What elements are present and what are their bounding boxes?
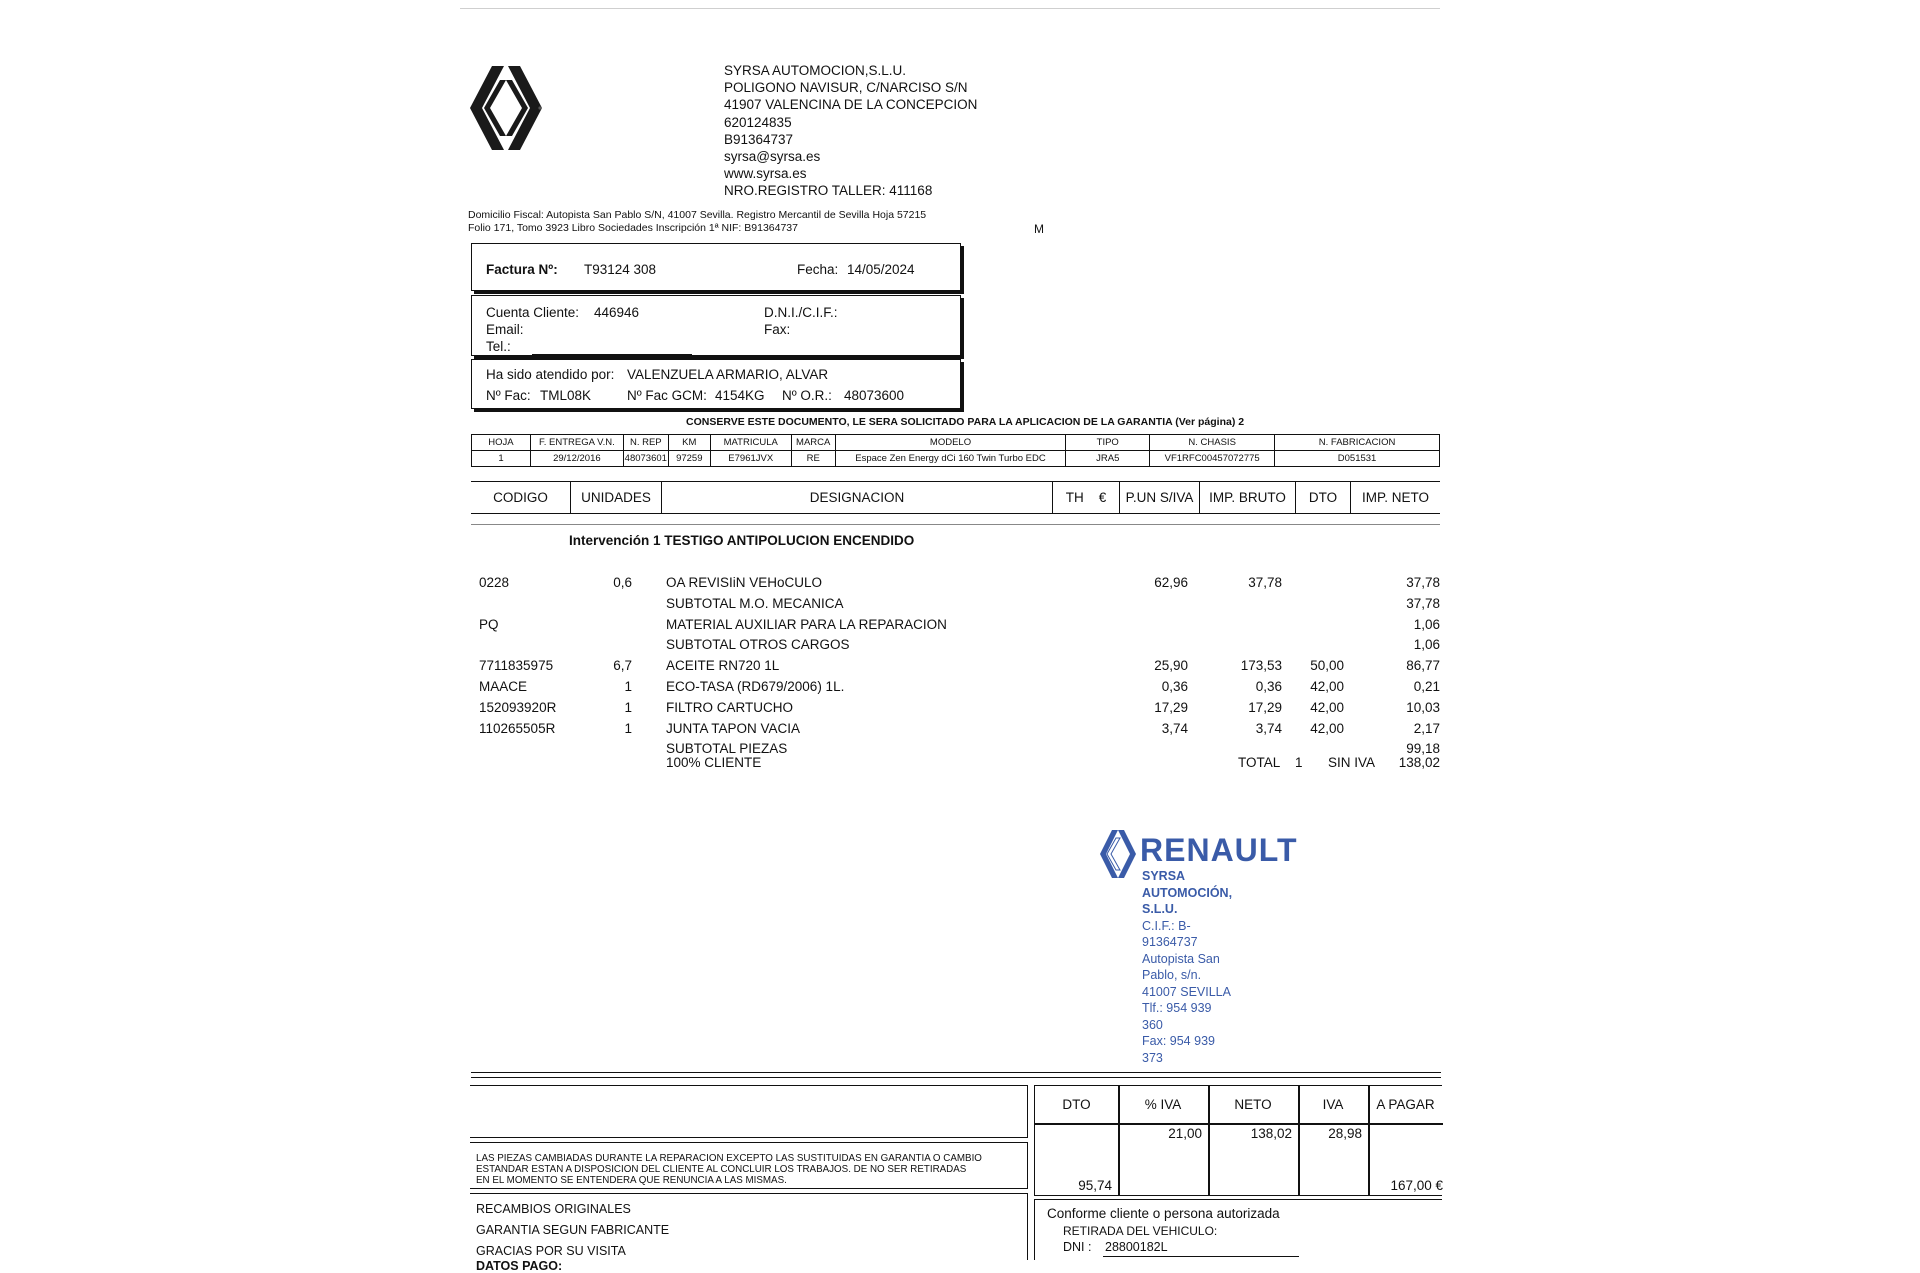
fiscal-line-2: Folio 171, Tomo 3923 Libro Sociedades Inscripción 1ª NIF: B91364737 (468, 222, 798, 234)
line-pun: 3,74 (1161, 720, 1188, 736)
totals-iva-pct: 21,00 (1168, 1126, 1202, 1141)
pay-label: DATOS PAGO: (476, 1259, 563, 1273)
conforme-text: Conforme cliente o persona autorizada (1047, 1206, 1280, 1221)
line-units: 1 (624, 720, 632, 736)
notice-line: LAS PIEZAS CAMBIADAS DURANTE LA REPARACION EXCEPTO LAS SUSTITUIDAS EN GARANTIA O CAMBIO (476, 1153, 982, 1164)
line-pun: 25,90 (1154, 658, 1188, 674)
company-phone: 620124835 (724, 114, 792, 130)
dni-label: DNI : (1063, 1240, 1092, 1254)
line-code: 0228 (479, 575, 510, 590)
line-bruto: 17,29 (1248, 699, 1282, 715)
fiscal-line-1: Domicilio Fiscal: Autopista San Pablo S/N, 41007 Sevilla. Registro Mercantil de Sevilla Hoja 57215 (468, 209, 927, 221)
line-neto: 10,03 (1406, 699, 1440, 715)
vehicle-table (471, 434, 1440, 467)
stamp-renault-icon (1098, 828, 1138, 880)
col-th-label: TH (1065, 490, 1084, 505)
totals-neto: 138,02 (1250, 1126, 1292, 1141)
line-item-row (0, 721, 1920, 741)
dni-underline (1103, 1256, 1299, 1257)
client-fax-label: Fax: (764, 322, 791, 337)
vehicle-value: 97259 (668, 451, 710, 467)
line-bruto: 37,78 (1248, 575, 1282, 590)
company-nif: B91364737 (724, 131, 794, 147)
client-line-desc: 100% CLIENTE (666, 755, 762, 770)
vehicle-header: TIPO (1066, 435, 1150, 451)
line-pun: 62,96 (1154, 575, 1188, 590)
invoice-number-box (471, 243, 961, 291)
line-code: 152093920R (479, 699, 557, 715)
totals-header-iva-pct: % IVA (1144, 1097, 1182, 1112)
line-item-row (0, 700, 1920, 720)
signature-box (1034, 1199, 1442, 1260)
col-th (1053, 482, 1120, 513)
vehicle-header: N. CHASIS (1150, 435, 1275, 451)
line-dto: 50,00 (1310, 658, 1344, 674)
stamp-text (1142, 868, 1232, 1066)
line-desc: ACEITE RN720 1L (666, 658, 780, 674)
vehicle-value: VF1RFC00457072775 (1150, 451, 1275, 467)
nfac-label: Nº Fac: (486, 388, 531, 403)
line-neto: 0,21 (1413, 679, 1440, 694)
line-neto: 37,78 (1406, 575, 1440, 590)
vehicle-value-row (472, 451, 1440, 467)
or-label: Nº O.R.: (782, 388, 832, 403)
totals-header-pagar: A PAGAR (1376, 1097, 1435, 1112)
totals-box (1034, 1085, 1442, 1196)
vehicle-header: MODELO (835, 435, 1066, 451)
retirada-text: RETIRADA DEL VEHICULO: (1063, 1224, 1218, 1238)
totals-pagar: 167,00 € (1390, 1178, 1443, 1193)
lines-column-header (471, 481, 1440, 514)
renault-logo-icon (470, 62, 542, 154)
nfac-value: TML08K (540, 388, 592, 403)
line-pun: 0,36 (1161, 679, 1188, 694)
total-siniva: 138,02 (1398, 755, 1440, 770)
stamp-line: C.I.F.: B-91364737 (1142, 918, 1198, 949)
line-units: 0,6 (613, 575, 632, 590)
line-bruto: 0,36 (1255, 679, 1282, 694)
company-name: SYRSA AUTOMOCION,S.L.U. (724, 63, 907, 78)
line-units: 6,7 (613, 658, 632, 674)
company-city: 41907 VALENCINA DE LA CONCEPCION (724, 97, 978, 113)
totals-header-rule (1035, 1123, 1443, 1125)
footer-rule (471, 1077, 1441, 1078)
dni-value: 28800182L (1105, 1240, 1168, 1254)
or-value: 48073600 (844, 388, 905, 403)
line-neto: 86,77 (1406, 658, 1440, 674)
total-count: 1 (1295, 755, 1303, 770)
col-pun: P.UN S/IVA (1120, 482, 1200, 513)
stamp-line: Autopista San Pablo, s/n. (1142, 951, 1220, 982)
vehicle-value: 48073601 (623, 451, 668, 467)
client-total-row (0, 755, 1920, 775)
vehicle-value: 29/12/2016 (530, 451, 623, 467)
company-address: POLIGONO NAVISUR, C/NARCISO S/N (724, 80, 968, 96)
col-euro-label: € (1098, 490, 1107, 505)
vehicle-header: HOJA (472, 435, 531, 451)
conserve-notice: CONSERVE ESTE DOCUMENTO, LE SERA SOLICITADO PARA LA APLICACION DE LA GARANTIA (Ver página) 2 (686, 416, 1245, 428)
line-code: 110265505R (479, 720, 556, 736)
col-bruto: IMP. BRUTO (1200, 482, 1296, 513)
vehicle-header-row (472, 435, 1440, 451)
line-bruto: 3,74 (1255, 720, 1282, 736)
siniva-label: SIN IVA (1328, 755, 1376, 770)
header-underline (471, 524, 1440, 525)
line-units: 1 (624, 679, 632, 694)
line-desc: JUNTA TAPON VACIA (666, 720, 801, 736)
footer-notice-box (470, 1142, 1028, 1189)
stamp-line: 41007 SEVILLA (1142, 984, 1231, 999)
notice-line: ESTANDAR ESTAN A DISPOSICION DEL CLIENTE AL CONCLUIR LOS TRABAJOS. DE NO SER RETIRADAS (476, 1164, 967, 1175)
vehicle-header: MATRICULA (710, 435, 791, 451)
vehicle-value: JRA5 (1066, 451, 1150, 467)
total-label: TOTAL (1238, 755, 1281, 770)
note-warranty: GARANTIA SEGUN FABRICANTE (476, 1223, 670, 1237)
company-email: syrsa@syrsa.es (724, 149, 821, 165)
company-registry: NRO.REGISTRO TALLER: 411168 (724, 183, 933, 199)
vehicle-value: D051531 (1275, 451, 1440, 467)
line-desc: MATERIAL AUXILIAR PARA LA REPARACION (666, 616, 947, 632)
totals-header-neto: NETO (1234, 1097, 1272, 1112)
line-item-row (0, 617, 1920, 637)
line-desc: SUBTOTAL PIEZAS (666, 741, 788, 757)
top-rule (460, 8, 1440, 9)
line-item-row (0, 679, 1920, 699)
notice-text (476, 1153, 982, 1186)
line-neto: 99,18 (1406, 741, 1440, 757)
line-desc: OA REVISIiN VEHoCULO (666, 575, 823, 590)
client-box (471, 295, 961, 356)
line-code: PQ (479, 616, 499, 632)
line-desc: ECO-TASA (RD679/2006) 1L. (666, 679, 845, 694)
line-item-row (0, 637, 1920, 657)
vehicle-header: KM (668, 435, 710, 451)
line-code: MAACE (479, 679, 528, 694)
vehicle-header: N. REP (623, 435, 668, 451)
col-neto: IMP. NETO (1361, 490, 1430, 505)
client-email-label: Email: (486, 322, 524, 337)
stamp-line: Tlf.: 954 939 360 (1142, 1001, 1212, 1032)
intervention-title: Intervención 1 TESTIGO ANTIPOLUCION ENCENDIDO (569, 533, 915, 548)
fiscal-address (468, 209, 926, 235)
totals-iva: 28,98 (1328, 1126, 1362, 1141)
invoice-date-label: Fecha: (797, 262, 839, 277)
line-item-row (0, 658, 1920, 678)
client-dni-label: D.N.I./C.I.F.: (764, 305, 838, 320)
company-info (724, 62, 977, 200)
client-account-label: Cuenta Cliente: (486, 305, 580, 320)
line-dto: 42,00 (1310, 699, 1344, 715)
line-units: 1 (624, 699, 632, 715)
line-desc: SUBTOTAL M.O. MECANICA (666, 595, 844, 611)
client-account: 446946 (594, 305, 640, 320)
footer-blank-box (470, 1085, 1028, 1138)
totals-header-dto: DTO (1062, 1097, 1091, 1112)
footer-rule (471, 1072, 1441, 1073)
line-item-row (0, 596, 1920, 616)
invoice-number: T93124 308 (584, 262, 657, 277)
invoice-number-label: Factura Nº: (486, 262, 558, 277)
col-designacion: DESIGNACION (662, 482, 1053, 513)
footer-notes-box (470, 1193, 1028, 1260)
attended-label: Ha sido atendido por: (486, 367, 615, 382)
attended-name: VALENZUELA ARMARIO, ALVAR (627, 367, 829, 382)
vehicle-header: N. FABRICACION (1275, 435, 1440, 451)
line-neto: 2,17 (1413, 720, 1440, 736)
vehicle-value: RE (791, 451, 835, 467)
invoice-date: 14/05/2024 (847, 262, 915, 277)
attended-box (471, 359, 961, 409)
note-original: RECAMBIOS ORIGINALES (476, 1202, 631, 1216)
vehicle-header: F. ENTREGA V.N. (530, 435, 623, 451)
gcm-value: 4154KG (715, 388, 765, 403)
line-dto: 42,00 (1310, 679, 1344, 694)
company-web: www.syrsa.es (724, 166, 807, 182)
stamp-line: Fax: 954 939 373 (1142, 1034, 1215, 1065)
vehicle-value: E7961JVX (710, 451, 791, 467)
stamp-brand: RENAULT (1140, 832, 1298, 868)
vehicle-value: Espace Zen Energy dCi 160 Twin Turbo EDC (835, 451, 1066, 467)
line-dto: 42,00 (1310, 720, 1344, 736)
col-dto: DTO (1296, 482, 1351, 513)
line-desc: SUBTOTAL OTROS CARGOS (666, 637, 850, 653)
vehicle-header: MARCA (791, 435, 835, 451)
line-neto: 1,06 (1413, 637, 1440, 653)
line-desc: FILTRO CARTUCHO (666, 699, 794, 715)
vehicle-value: 1 (472, 451, 531, 467)
line-bruto: 173,53 (1240, 658, 1282, 674)
tel-underline (532, 354, 692, 355)
stamp-line: SYRSA AUTOMOCIÓN, S.L.U. (1142, 869, 1233, 916)
totals-header-iva: IVA (1322, 1097, 1344, 1112)
client-tel-label: Tel.: (486, 339, 511, 354)
line-neto: 37,78 (1406, 595, 1440, 611)
line-item-row (0, 575, 1920, 595)
col-unidades: UNIDADES (571, 482, 662, 513)
totals-dto: 95,74 (1078, 1178, 1112, 1193)
col-codigo: CODIGO (471, 482, 571, 513)
line-pun: 17,29 (1154, 699, 1188, 715)
note-thanks: GRACIAS POR SU VISITA (476, 1244, 626, 1258)
margin-mark: M (1034, 222, 1044, 236)
line-neto: 1,06 (1413, 616, 1440, 632)
line-code: 7711835975 (479, 658, 554, 674)
notice-line: EN EL MOMENTO SE ENTENDERA QUE RENUNCIA A LAS MISMAS. (476, 1175, 787, 1186)
gcm-label: Nº Fac GCM: (627, 388, 707, 403)
